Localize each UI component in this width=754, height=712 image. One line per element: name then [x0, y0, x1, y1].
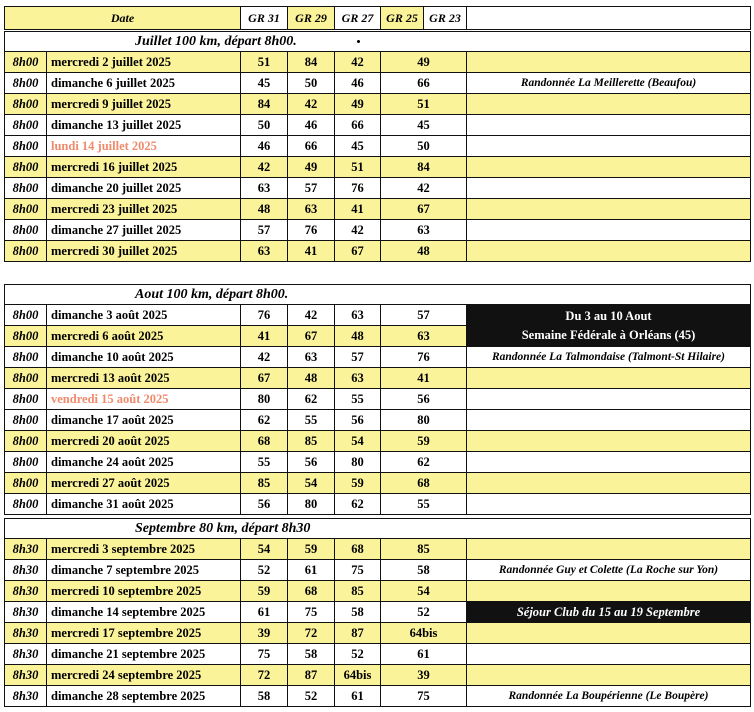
table-row [5, 157, 751, 178]
table-row [5, 452, 751, 473]
row-gr31: 57 [241, 220, 288, 241]
row-time: 8h00 [5, 347, 47, 368]
row-time: 8h00 [5, 305, 47, 326]
row-time: 8h00 [5, 326, 47, 347]
row-gr29: 84 [288, 52, 335, 73]
row-gr27: 52 [335, 644, 381, 665]
row-gr29: 41 [288, 241, 335, 262]
table-row [5, 686, 751, 707]
row-gr29: 58 [288, 644, 335, 665]
row-date: dimanche 10 août 2025 [47, 347, 241, 368]
row-time: 8h00 [5, 178, 47, 199]
row-gr31: 54 [241, 539, 288, 560]
table-row [5, 368, 751, 389]
row-gr31: 75 [241, 644, 288, 665]
row-note [467, 368, 751, 389]
row-note [467, 665, 751, 686]
row-date: mercredi 24 septembre 2025 [47, 665, 241, 686]
row-gr27: 61 [335, 686, 381, 707]
row-gr29: 54 [288, 473, 335, 494]
row-date: dimanche 7 septembre 2025 [47, 560, 241, 581]
row-gr29: 50 [288, 73, 335, 94]
row-date: dimanche 24 août 2025 [47, 452, 241, 473]
table-row [5, 623, 751, 644]
table-row [5, 560, 751, 581]
row-note [467, 644, 751, 665]
row-time: 8h00 [5, 368, 47, 389]
row-time: 8h00 [5, 410, 47, 431]
row-gr31: 59 [241, 581, 288, 602]
header-gr23: GR 23 [424, 7, 467, 30]
row-gr27: 42 [335, 52, 381, 73]
table-row [5, 52, 751, 73]
row-gr29: 59 [288, 539, 335, 560]
row-date: mercredi 20 août 2025 [47, 431, 241, 452]
row-gr25: 48 [381, 241, 467, 262]
row-note [467, 220, 751, 241]
row-gr27: 76 [335, 178, 381, 199]
aout-title: Aout 100 km, départ 8h00. [5, 285, 751, 305]
row-gr31: 41 [241, 326, 288, 347]
row-time: 8h00 [5, 452, 47, 473]
row-time: 8h00 [5, 241, 47, 262]
row-gr31: 85 [241, 473, 288, 494]
row-gr29: 48 [288, 368, 335, 389]
row-gr25: 55 [381, 494, 467, 515]
row-note [467, 581, 751, 602]
row-note [467, 623, 751, 644]
row-gr29: 72 [288, 623, 335, 644]
row-gr29: 68 [288, 581, 335, 602]
row-gr29: 76 [288, 220, 335, 241]
table-row [5, 644, 751, 665]
row-time: 8h30 [5, 644, 47, 665]
table-row [5, 494, 751, 515]
header-gr29: GR 29 [288, 7, 335, 30]
row-gr25: 80 [381, 410, 467, 431]
row-gr25: 63 [381, 220, 467, 241]
row-gr29: 52 [288, 686, 335, 707]
row-date: dimanche 20 juillet 2025 [47, 178, 241, 199]
row-gr31: 61 [241, 602, 288, 623]
row-date: dimanche 13 juillet 2025 [47, 115, 241, 136]
sejour-club-note: Séjour Club du 15 au 19 Septembre [467, 602, 751, 623]
row-date: mercredi 27 août 2025 [47, 473, 241, 494]
row-gr25: 75 [381, 686, 467, 707]
row-time: 8h30 [5, 623, 47, 644]
row-gr29: 87 [288, 665, 335, 686]
row-gr27: 57 [335, 347, 381, 368]
row-date: mercredi 10 septembre 2025 [47, 581, 241, 602]
header-gr27: GR 27 [335, 7, 381, 30]
row-time: 8h30 [5, 602, 47, 623]
table-row [5, 473, 751, 494]
row-gr27: 80 [335, 452, 381, 473]
row-gr27: 42 [335, 220, 381, 241]
row-time: 8h00 [5, 389, 47, 410]
row-gr25: 57 [381, 305, 467, 326]
row-gr29: 49 [288, 157, 335, 178]
header-date: Date [5, 7, 241, 30]
row-gr27: 51 [335, 157, 381, 178]
row-date: mercredi 3 septembre 2025 [47, 539, 241, 560]
row-gr31: 67 [241, 368, 288, 389]
row-gr31: 62 [241, 410, 288, 431]
row-date: mercredi 30 juillet 2025 [47, 241, 241, 262]
row-gr25: 59 [381, 431, 467, 452]
table-row [5, 539, 751, 560]
row-note [467, 136, 751, 157]
row-gr27: 46 [335, 73, 381, 94]
row-gr25: 67 [381, 199, 467, 220]
row-gr29: 55 [288, 410, 335, 431]
row-date: dimanche 6 juillet 2025 [47, 73, 241, 94]
row-gr25: 76 [381, 347, 467, 368]
row-time: 8h00 [5, 431, 47, 452]
row-time: 8h00 [5, 73, 47, 94]
dot-mark [357, 40, 360, 43]
row-time: 8h00 [5, 473, 47, 494]
table-row [5, 602, 751, 623]
row-gr31: 72 [241, 665, 288, 686]
row-date: mercredi 13 août 2025 [47, 368, 241, 389]
row-gr31: 48 [241, 199, 288, 220]
row-gr27: 41 [335, 199, 381, 220]
row-gr29: 75 [288, 602, 335, 623]
row-gr25: 49 [381, 52, 467, 73]
row-date: mercredi 6 août 2025 [47, 326, 241, 347]
row-gr25: 63 [381, 326, 467, 347]
row-gr29: 67 [288, 326, 335, 347]
row-gr27: 58 [335, 602, 381, 623]
semaine-federale-note: Du 3 au 10 Aout Semaine Fédérale à Orléans (45) [467, 305, 751, 347]
row-date: mercredi 2 juillet 2025 [47, 52, 241, 73]
row-note [467, 431, 751, 452]
table-row [5, 178, 751, 199]
aout-table [4, 284, 751, 515]
row-date: dimanche 3 août 2025 [47, 305, 241, 326]
header-gr25: GR 25 [381, 7, 424, 30]
row-gr29: 80 [288, 494, 335, 515]
row-gr25: 56 [381, 389, 467, 410]
row-gr27: 55 [335, 389, 381, 410]
row-gr27: 49 [335, 94, 381, 115]
row-note [467, 199, 751, 220]
row-date: dimanche 31 août 2025 [47, 494, 241, 515]
row-gr31: 55 [241, 452, 288, 473]
table-row [5, 389, 751, 410]
row-gr27: 63 [335, 305, 381, 326]
row-note: Randonnée La Boupérienne (Le Boupère) [467, 686, 751, 707]
row-gr27: 59 [335, 473, 381, 494]
row-date: dimanche 27 juillet 2025 [47, 220, 241, 241]
row-gr31: 50 [241, 115, 288, 136]
row-gr27: 67 [335, 241, 381, 262]
juillet-title: Juillet 100 km, départ 8h00. [5, 32, 751, 52]
row-time: 8h30 [5, 581, 47, 602]
row-gr31: 45 [241, 73, 288, 94]
row-gr25: 68 [381, 473, 467, 494]
row-gr27: 48 [335, 326, 381, 347]
row-note [467, 115, 751, 136]
row-date: vendredi 15 août 2025 [47, 389, 241, 410]
row-gr29: 66 [288, 136, 335, 157]
row-date: dimanche 14 septembre 2025 [47, 602, 241, 623]
row-date: mercredi 9 juillet 2025 [47, 94, 241, 115]
row-gr29: 62 [288, 389, 335, 410]
row-gr27: 87 [335, 623, 381, 644]
row-time: 8h00 [5, 199, 47, 220]
header-gr31: GR 31 [241, 7, 288, 30]
row-gr27: 66 [335, 115, 381, 136]
table-row [5, 431, 751, 452]
row-gr31: 42 [241, 157, 288, 178]
row-gr25: 64bis [381, 623, 467, 644]
table-row [5, 199, 751, 220]
juillet-table [4, 31, 751, 262]
header-table [4, 6, 751, 30]
row-gr27: 64bis [335, 665, 381, 686]
row-gr25: 62 [381, 452, 467, 473]
row-date: dimanche 21 septembre 2025 [47, 644, 241, 665]
row-gr31: 80 [241, 389, 288, 410]
header-notes [467, 7, 751, 30]
row-time: 8h30 [5, 560, 47, 581]
septembre-table [4, 518, 751, 707]
row-gr27: 56 [335, 410, 381, 431]
row-note [467, 157, 751, 178]
row-note: Randonnée La Talmondaise (Talmont-St Hilaire) [467, 347, 751, 368]
row-gr31: 42 [241, 347, 288, 368]
row-gr25: 66 [381, 73, 467, 94]
row-gr27: 63 [335, 368, 381, 389]
row-gr29: 63 [288, 199, 335, 220]
row-gr27: 75 [335, 560, 381, 581]
row-gr29: 56 [288, 452, 335, 473]
row-date: lundi 14 juillet 2025 [47, 136, 241, 157]
row-gr27: 45 [335, 136, 381, 157]
row-date: mercredi 16 juillet 2025 [47, 157, 241, 178]
row-note [467, 539, 751, 560]
table-row [5, 665, 751, 686]
row-note [467, 452, 751, 473]
table-row [5, 94, 751, 115]
row-gr25: 42 [381, 178, 467, 199]
septembre-title: Septembre 80 km, départ 8h30 [5, 519, 751, 539]
table-row [5, 115, 751, 136]
row-time: 8h00 [5, 157, 47, 178]
row-gr25: 39 [381, 665, 467, 686]
row-note [467, 94, 751, 115]
row-note [467, 241, 751, 262]
row-gr31: 52 [241, 560, 288, 581]
row-time: 8h00 [5, 220, 47, 241]
row-note: Randonnée Guy et Colette (La Roche sur Yon) [467, 560, 751, 581]
row-gr27: 54 [335, 431, 381, 452]
row-gr25: 58 [381, 560, 467, 581]
row-gr27: 85 [335, 581, 381, 602]
row-note [467, 494, 751, 515]
row-gr25: 45 [381, 115, 467, 136]
row-gr31: 68 [241, 431, 288, 452]
row-gr31: 84 [241, 94, 288, 115]
row-gr31: 51 [241, 52, 288, 73]
row-time: 8h00 [5, 115, 47, 136]
row-note [467, 473, 751, 494]
table-row [5, 581, 751, 602]
row-gr31: 76 [241, 305, 288, 326]
row-note [467, 178, 751, 199]
row-note [467, 389, 751, 410]
table-row [5, 220, 751, 241]
table-row [5, 73, 751, 94]
row-gr29: 61 [288, 560, 335, 581]
row-date: dimanche 28 septembre 2025 [47, 686, 241, 707]
row-gr31: 63 [241, 178, 288, 199]
row-note [467, 410, 751, 431]
row-gr25: 61 [381, 644, 467, 665]
table-row [5, 410, 751, 431]
row-gr29: 63 [288, 347, 335, 368]
row-gr31: 39 [241, 623, 288, 644]
row-gr25: 54 [381, 581, 467, 602]
row-time: 8h00 [5, 94, 47, 115]
table-row [5, 347, 751, 368]
row-gr25: 50 [381, 136, 467, 157]
row-gr27: 68 [335, 539, 381, 560]
row-gr25: 84 [381, 157, 467, 178]
table-row [5, 305, 751, 326]
row-date: mercredi 17 septembre 2025 [47, 623, 241, 644]
row-gr29: 42 [288, 94, 335, 115]
row-time: 8h30 [5, 665, 47, 686]
row-note [467, 52, 751, 73]
row-time: 8h00 [5, 136, 47, 157]
row-gr29: 42 [288, 305, 335, 326]
row-gr25: 85 [381, 539, 467, 560]
row-gr29: 85 [288, 431, 335, 452]
row-time: 8h30 [5, 686, 47, 707]
row-time: 8h00 [5, 494, 47, 515]
row-date: dimanche 17 août 2025 [47, 410, 241, 431]
row-note: Randonnée La Meillerette (Beaufou) [467, 73, 751, 94]
row-gr29: 46 [288, 115, 335, 136]
row-gr31: 58 [241, 686, 288, 707]
table-row [5, 241, 751, 262]
row-time: 8h30 [5, 539, 47, 560]
table-row [5, 136, 751, 157]
row-gr25: 52 [381, 602, 467, 623]
row-time: 8h00 [5, 52, 47, 73]
row-gr29: 57 [288, 178, 335, 199]
row-gr25: 41 [381, 368, 467, 389]
row-gr31: 63 [241, 241, 288, 262]
row-gr31: 46 [241, 136, 288, 157]
row-gr31: 56 [241, 494, 288, 515]
row-gr25: 51 [381, 94, 467, 115]
row-date: mercredi 23 juillet 2025 [47, 199, 241, 220]
row-gr27: 62 [335, 494, 381, 515]
